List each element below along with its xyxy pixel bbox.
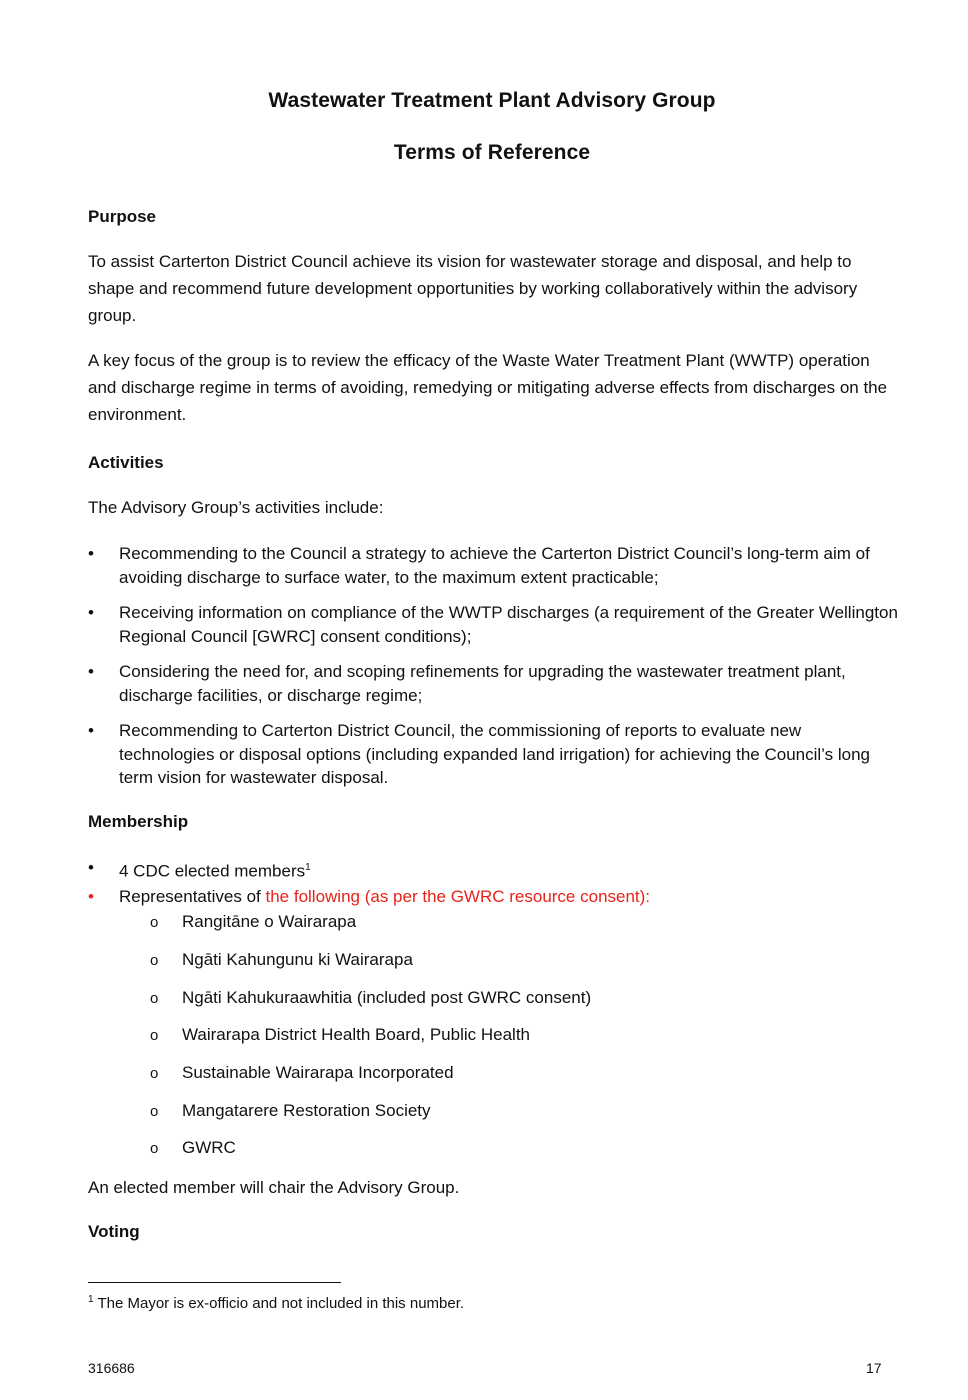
- voting-heading: Voting: [88, 1222, 140, 1241]
- activity-item-text: Considering the need for, and scoping refinements for upgrading the wastewater treatment plant, discharge facilities, or discharge regime;: [119, 662, 846, 705]
- circle-bullet-icon: o: [150, 1065, 159, 1082]
- membership-item-text: 4 CDC elected members: [119, 861, 306, 881]
- bullet-icon: •: [88, 544, 94, 563]
- representative-item: [150, 1138, 236, 1158]
- representative-item: [150, 1063, 454, 1083]
- footnote-reference: 1: [305, 862, 311, 873]
- circle-bullet-icon: o: [150, 952, 159, 969]
- highlighted-text: the following (as per the GWRC resource consent):: [265, 887, 651, 906]
- representative-name: Ngāti Kahukuraawhitia (included post GWRC consent): [182, 988, 592, 1007]
- document-number: 316686: [88, 1360, 135, 1376]
- activities-intro: The Advisory Group’s activities include:: [88, 498, 384, 517]
- membership-item: [88, 856, 898, 883]
- footnote: [88, 1294, 464, 1312]
- representative-item: [150, 1101, 431, 1121]
- activity-item: [88, 601, 898, 648]
- activity-item-text: Recommending to Carterton District Council, the commissioning of reports to evaluate new technologies or disposal options (including expanded land irrigation) for achieving the Council’s long term vision for wastewater disposal.: [119, 721, 870, 787]
- representative-name: GWRC: [182, 1138, 236, 1157]
- representative-name: Ngāti Kahungunu ki Wairarapa: [182, 950, 413, 969]
- bullet-icon: •: [88, 887, 94, 906]
- footnote-marker: 1: [88, 1294, 94, 1305]
- activity-item: [88, 542, 898, 589]
- document-title: Wastewater Treatment Plant Advisory Group: [268, 89, 716, 112]
- representative-item: [150, 1025, 530, 1045]
- footnote-divider: [88, 1282, 341, 1283]
- activities-heading: Activities: [88, 453, 164, 472]
- representative-name: Sustainable Wairarapa Incorporated: [182, 1063, 454, 1082]
- circle-bullet-icon: o: [150, 914, 159, 931]
- representative-item: [150, 988, 591, 1008]
- purpose-heading: Purpose: [88, 207, 157, 226]
- activity-item-text: Receiving information on compliance of the WWTP discharges (a requirement of the Greater Wellington Regional Council [GWRC] consent conditions);: [119, 603, 898, 646]
- activity-item: [88, 660, 898, 707]
- membership-item-text: Representatives of: [119, 887, 261, 906]
- representative-name: Mangatarere Restoration Society: [182, 1101, 431, 1120]
- representative-name: Wairarapa District Health Board, Public Health: [182, 1025, 531, 1044]
- circle-bullet-icon: o: [150, 1027, 159, 1044]
- bullet-icon: •: [88, 603, 94, 622]
- bullet-icon: •: [88, 662, 94, 681]
- circle-bullet-icon: o: [150, 1103, 159, 1120]
- activity-item-text: Recommending to the Council a strategy to achieve the Carterton District Council’s long-term aim of avoiding discharge to surface water, to the maximum extent practicable;: [119, 544, 870, 587]
- representative-item: [150, 912, 356, 932]
- representative-name: Rangitāne o Wairarapa: [182, 912, 357, 931]
- chair-note: An elected member will chair the Advisory Group.: [88, 1178, 460, 1197]
- representative-item: [150, 950, 413, 970]
- bullet-icon: •: [88, 721, 94, 740]
- activity-item: [88, 719, 898, 790]
- bullet-icon: •: [88, 858, 94, 877]
- purpose-paragraph-1: To assist Carterton District Council achieve its vision for wastewater storage and disposal, and help to shape and recommend future development opportunities by working collaboratively within the advisory group.: [88, 252, 858, 325]
- footnote-text: The Mayor is ex-officio and not included in this number.: [97, 1295, 465, 1312]
- circle-bullet-icon: o: [150, 990, 159, 1007]
- page-number: 17: [866, 1360, 882, 1376]
- purpose-paragraph-2: A key focus of the group is to review the efficacy of the Waste Water Treatment Plant (WWTP) operation and discharge regime in terms of avoiding, remedying or mitigating adverse effects from discharges on the environment.: [88, 351, 888, 424]
- membership-heading: Membership: [88, 812, 189, 831]
- document-subtitle: Terms of Reference: [393, 141, 591, 164]
- membership-item: [88, 885, 898, 909]
- circle-bullet-icon: o: [150, 1140, 159, 1157]
